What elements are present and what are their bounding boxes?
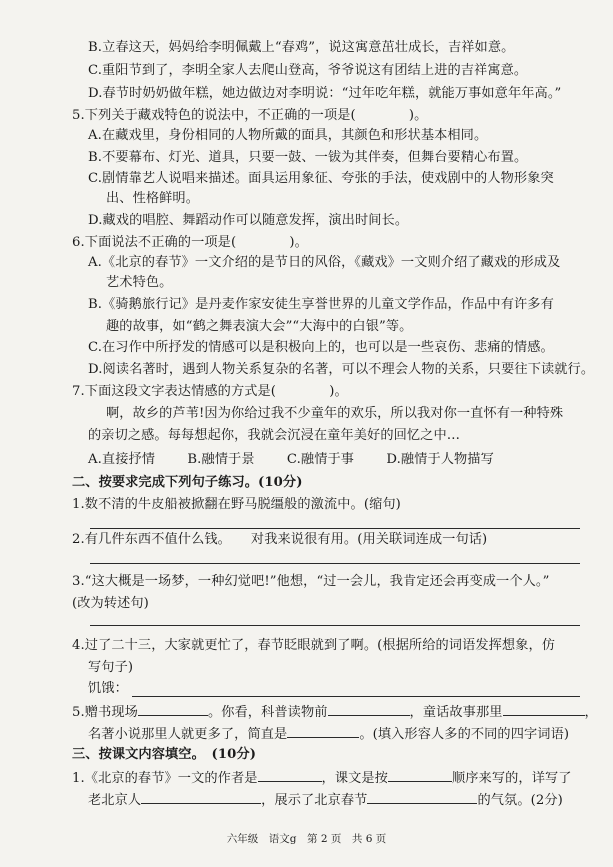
section3-heading: 三、按课文内容填空。 (10分): [72, 747, 257, 762]
q6-option-a-line1: A.《北京的春节》一文介绍的是节日的风俗，《藏戏》一文则介绍了藏戏的形成及: [88, 255, 561, 270]
q5-stem: 5.下列关于藏戏特色的说法中，不正确的一项是( )。: [72, 108, 428, 123]
q4-option-b: B.立春这天，妈妈给李明佩戴上“春鸡”，说这寓意茁壮成长，吉祥如意。: [88, 40, 515, 55]
q4-option-d: D.春节时奶奶做年糕，她边做边对李明说：“过年吃年糕，就能万事如意年年高。”: [88, 86, 562, 101]
q5-option-d: D.藏戏的唱腔、舞蹈动作可以随意发挥，演出时间长。: [88, 213, 409, 228]
q6-stem: 6.下面说法不正确的一项是( )。: [72, 235, 308, 250]
q6-option-c: C.在习作中所抒发的情感可以是积极向上的，也可以是一些哀伤、悲痛的情感。: [88, 340, 554, 355]
q5-option-a: A.在藏戏里，身份相同的人物所戴的面具，其颜色和形状基本相同。: [88, 128, 488, 143]
q7-option-a: A.直接抒情: [88, 452, 156, 467]
q6-option-a-line2: 艺术特色。: [106, 275, 173, 290]
q7-options: [88, 451, 494, 469]
s3-q1-line1: 1.《北京的春节》一文的作者是 ，课文是按 顺序来写的，详写了: [72, 768, 572, 788]
q5-option-c-line2: 出、性格鲜明。: [106, 191, 200, 206]
page-footer: 六年级 语文g 第 2 页 共 6 页: [226, 833, 387, 845]
q7-passage-line2: 的亲切之感。每每想起你，我就会沉浸在童年美好的回忆之中…: [88, 428, 461, 443]
s2-q5-line1: 5.赠书现场 。你看，科普读物前 ，童话故事那里 ，: [72, 702, 598, 722]
s2-q2-answer-line[interactable]: [90, 563, 580, 564]
q6-option-b-line2: 趣的故事，如“鹤之舞表演大会”“大海中的白银”等。: [106, 319, 413, 334]
s2-q4-word: [88, 680, 128, 698]
s2-q5-blank-1[interactable]: [138, 702, 208, 716]
s2-q4-line1: 4.过了二十三，大家就更忙了，春节眨眼就到了啊。(根据所给的词语发挥想象，仿: [72, 638, 556, 653]
s3-q1-blank-3[interactable]: [141, 790, 261, 804]
q7-passage-line1: 啊，故乡的芦苇!因为你给过我不少童年的欢乐，所以我对你一直怀有一种特殊: [106, 406, 564, 421]
q5-option-b: B.不要幕布、灯光、道具，只要一鼓、一钹为其伴奏，但舞台要精心布置。: [88, 150, 528, 165]
s2-q3-line2: (改为转述句): [72, 596, 149, 611]
s2-q3-answer-line[interactable]: [90, 625, 580, 626]
q6-option-d: D.阅读名著时，遇到人物关系复杂的名著，可以不理会人物的关系，只要往下读就行。: [88, 362, 595, 377]
s2-q5-line2: 名著小说那里人就更多了，简直是 。(填入形容人多的不同的四字词语): [88, 724, 569, 744]
q7-option-d: D.融情于人物描写: [386, 452, 494, 467]
section2-heading: 二、按要求完成下列句子练习。(10分): [72, 475, 303, 490]
s2-q1-answer-line[interactable]: [90, 528, 580, 529]
s2-q4-word-label: 饥饿：: [88, 681, 128, 696]
s3-q1-blank-1[interactable]: [258, 768, 322, 782]
s2-q5-blank-3[interactable]: [503, 702, 585, 716]
s2-q2: 2.有几件东西不值什么钱。 对我来说很有用。(用关联词连成一句话): [72, 532, 488, 547]
s3-q1-line2: 老北京人 ，展示了北京春节 的气氛。(2分): [88, 790, 563, 810]
q6-option-b-line1: B.《骑鹅旅行记》是丹麦作家安徒生享誉世界的儿童文学作品，作品中有许多有: [88, 297, 554, 312]
s3-q1-blank-2[interactable]: [388, 768, 452, 782]
s3-q1-blank-4[interactable]: [367, 790, 477, 804]
s2-q5-blank-2[interactable]: [328, 702, 410, 716]
s2-q4-line2: 写句子): [88, 660, 134, 675]
s2-q5-blank-4[interactable]: [287, 724, 359, 738]
s2-q1: 1.数不清的牛皮船被掀翻在野马脱缰般的激流中。(缩句): [72, 497, 401, 512]
q5-option-c-line1: C.剧情靠艺人说唱来描述。面具运用象征、夸张的手法，使戏剧中的人物形象突: [88, 171, 554, 186]
s2-q3-line1: 3.“这大概是一场梦，一种幻觉吧!”他想，“过一会儿，我肯定还会再变成一个人。”: [72, 574, 550, 589]
q7-option-c: C.融情于事: [286, 452, 355, 467]
q4-option-c: C.重阳节到了，李明全家人去爬山登高，爷爷说这有团结上进的吉祥寓意。: [88, 63, 528, 78]
s2-q4-answer-line[interactable]: [132, 696, 580, 697]
q7-option-b: B.融情于景: [187, 452, 255, 467]
q7-stem: 7.下面这段文字表达情感的方式是( )。: [72, 384, 348, 399]
